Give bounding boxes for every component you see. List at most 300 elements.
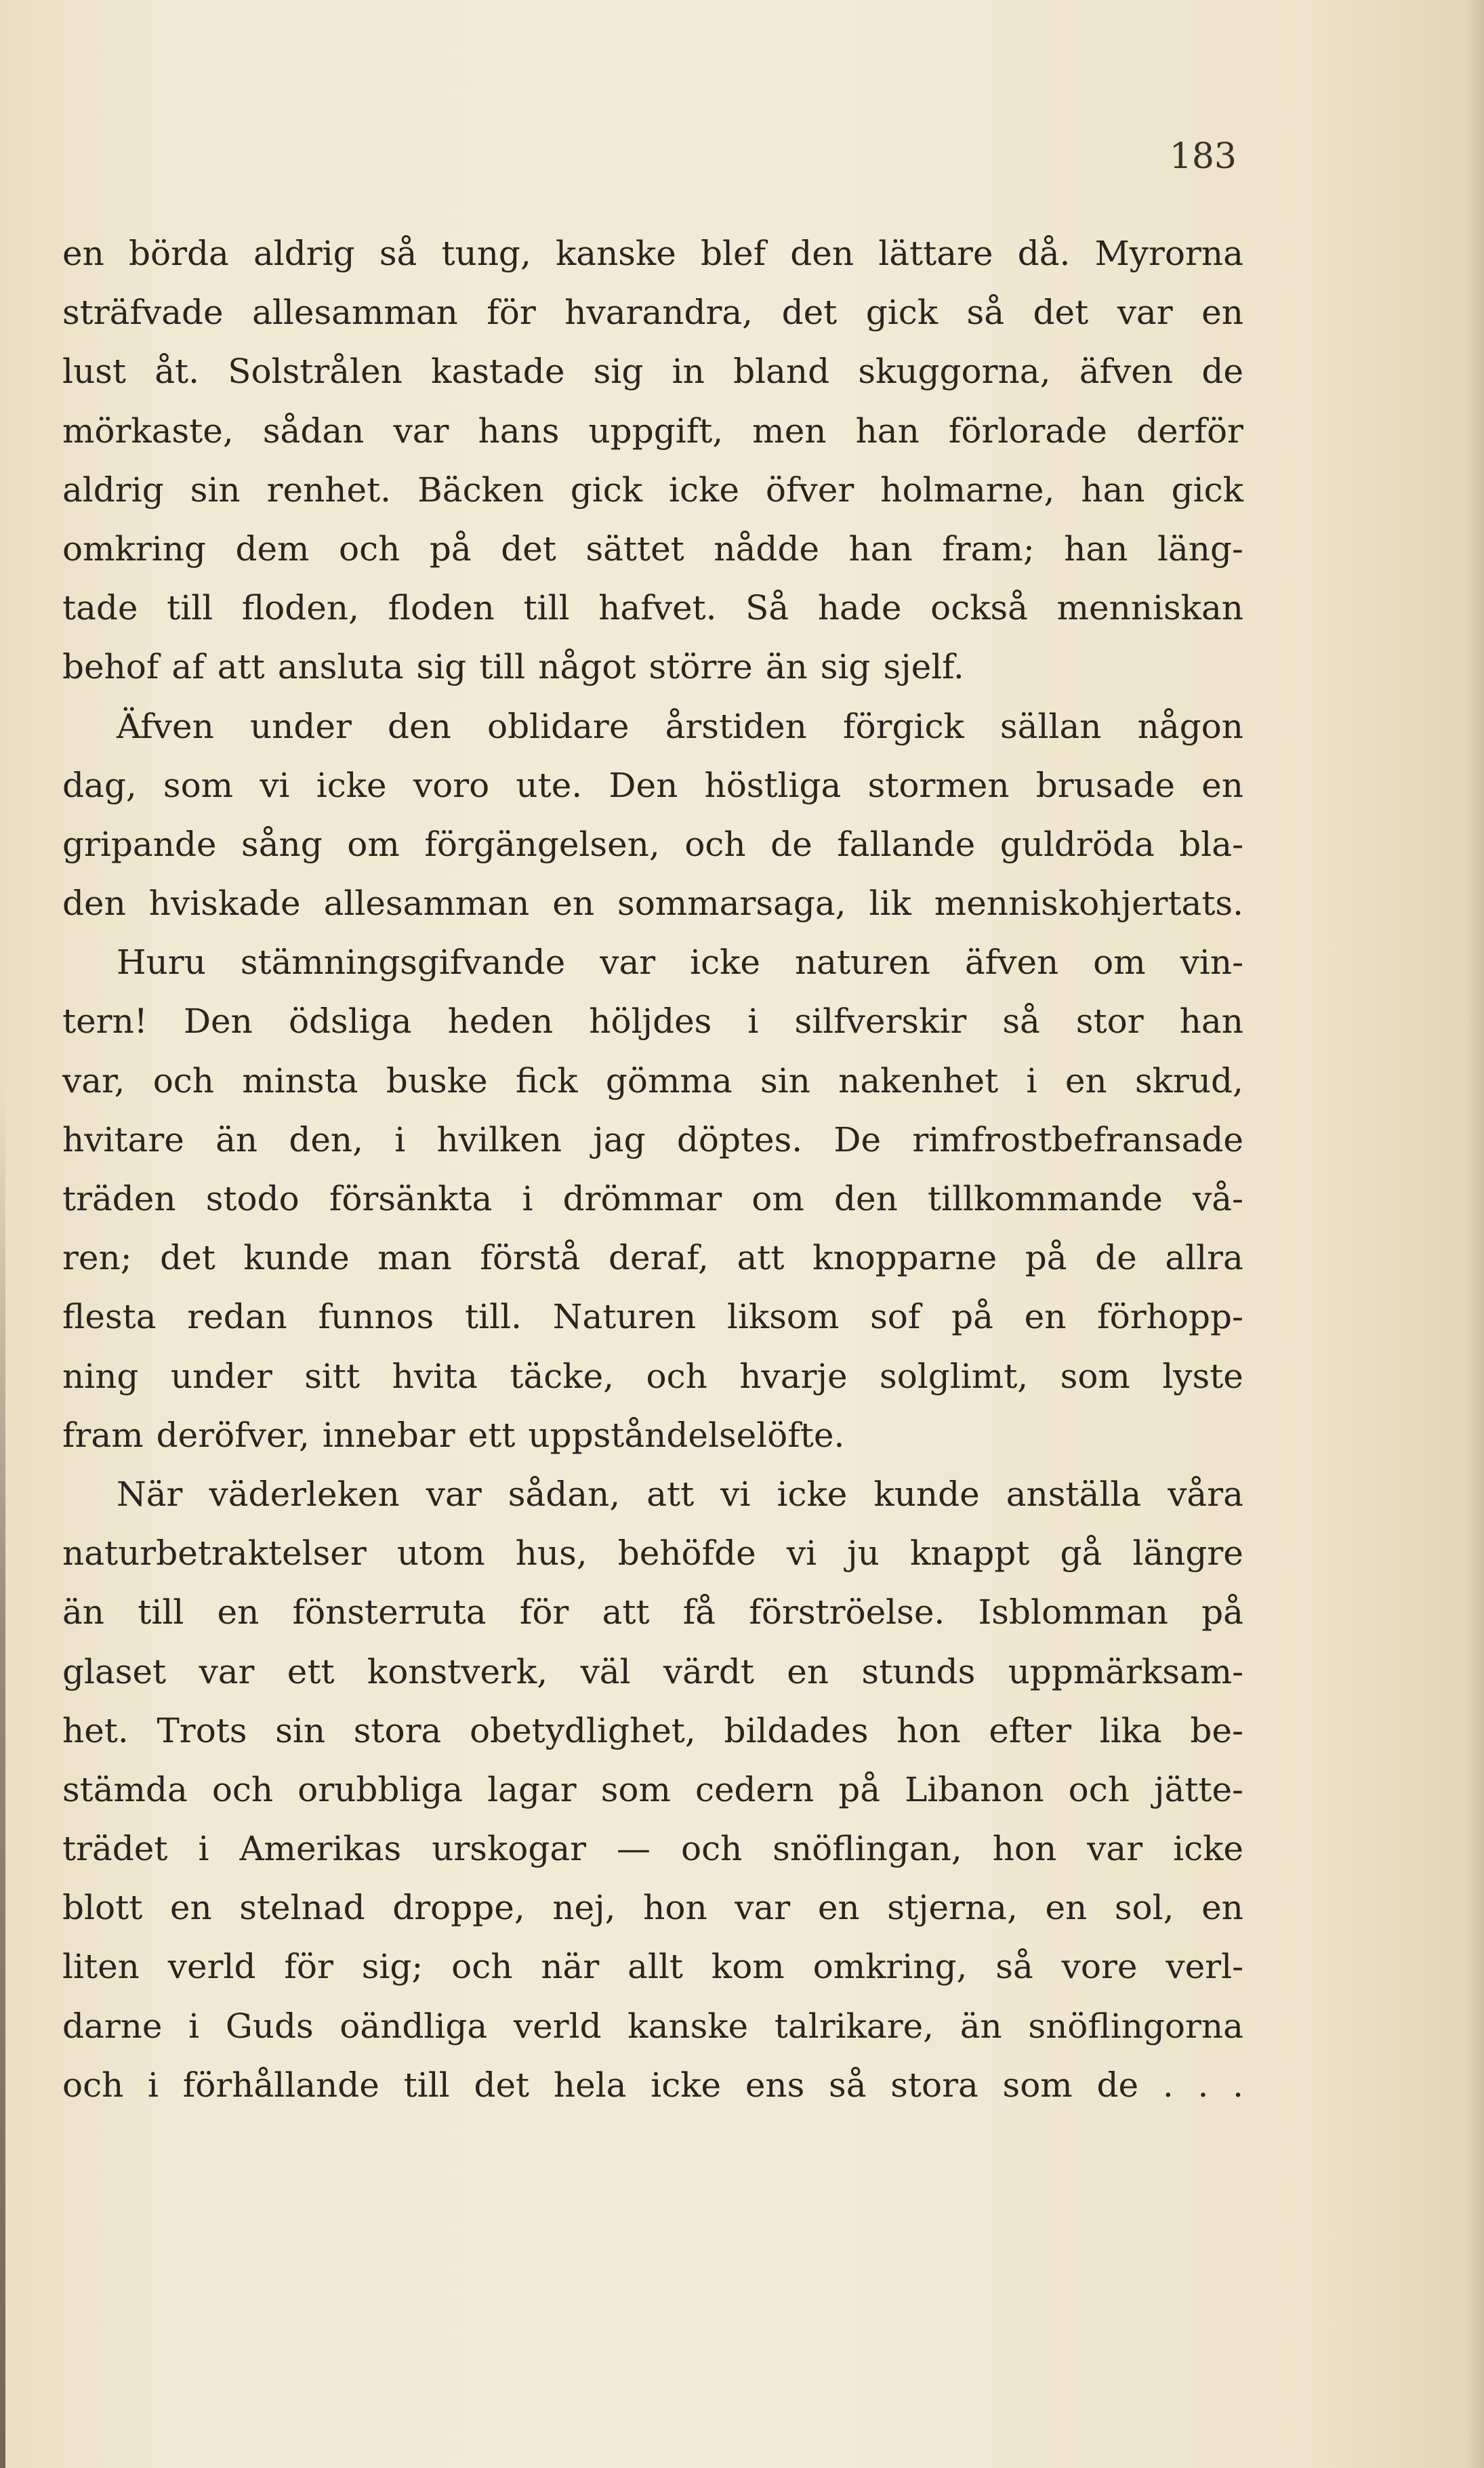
word: stodo	[205, 1179, 300, 1218]
word: då.	[1017, 234, 1071, 273]
word: en	[1045, 1888, 1088, 1928]
page-number: 183	[1169, 136, 1237, 177]
word: be-	[1190, 1710, 1243, 1750]
word: redan	[187, 1297, 287, 1337]
word: träden	[62, 1179, 176, 1218]
word: stämda	[62, 1769, 188, 1809]
word: aldrig	[62, 470, 164, 510]
word: en	[169, 1888, 212, 1928]
word: allt	[627, 1947, 684, 1987]
word: behof	[62, 647, 159, 687]
word: som	[1060, 1356, 1130, 1396]
word: verld	[167, 1947, 256, 1987]
word: hade	[817, 588, 902, 628]
word: stämningsgifvande	[240, 943, 566, 983]
word: rimfrostbefransade	[912, 1119, 1243, 1159]
text-line	[62, 992, 1243, 1051]
word: uppgift,	[588, 411, 724, 451]
word: som	[163, 765, 234, 805]
word: icke	[777, 1474, 848, 1514]
word: omkring	[62, 529, 206, 569]
word: hon	[643, 1888, 707, 1928]
word: och	[152, 1061, 214, 1101]
word: sof	[870, 1297, 921, 1337]
word: en	[552, 884, 595, 924]
word: var	[393, 411, 449, 451]
word: derför	[1136, 411, 1243, 451]
word: en	[817, 1888, 860, 1928]
word: Solstrålen	[228, 352, 403, 392]
word: att	[737, 1238, 785, 1278]
word: silfverskir	[794, 1002, 967, 1042]
word: hon	[896, 1710, 961, 1750]
word: tade	[62, 588, 138, 628]
word: äfven	[964, 943, 1059, 983]
word: det	[474, 2065, 530, 2105]
word: orubbliga	[297, 1769, 463, 1809]
word: så	[995, 1947, 1033, 1987]
word: verl-	[1166, 1947, 1243, 1987]
word: åt.	[154, 352, 200, 392]
word: sin	[760, 1061, 810, 1101]
word: nakenhet	[838, 1061, 999, 1101]
text-line	[62, 933, 1243, 992]
word: vin-	[1180, 943, 1243, 983]
word: skrud,	[1134, 1061, 1243, 1101]
word: sig	[593, 352, 644, 392]
word: holmarne,	[880, 470, 1055, 510]
word: icke	[651, 2065, 722, 2105]
text-line	[62, 697, 1243, 756]
word: förhopp-	[1097, 1297, 1243, 1337]
word: in	[672, 352, 705, 392]
word: lättare	[878, 234, 993, 273]
word: det	[501, 529, 556, 569]
word: De	[833, 1119, 882, 1159]
word: hviskade	[148, 884, 301, 924]
word: Myrorna	[1094, 234, 1243, 273]
word: i	[1026, 1061, 1037, 1101]
word: knopparne	[812, 1238, 997, 1278]
text-line	[62, 1997, 1243, 2056]
word: på	[1025, 1238, 1067, 1278]
word: äfven	[1079, 352, 1174, 392]
word: som	[1002, 2065, 1073, 2105]
word: en	[1201, 1888, 1243, 1928]
word: han	[848, 529, 913, 569]
word: hon	[992, 1829, 1057, 1869]
text-line	[62, 224, 1243, 283]
word: var	[1117, 293, 1173, 333]
word: omkring,	[812, 1947, 968, 1987]
text-line	[62, 815, 1243, 874]
word: om	[751, 1179, 804, 1218]
word: sig	[820, 647, 871, 687]
word: de	[1201, 352, 1243, 392]
word: uppmärksam-	[1008, 1651, 1243, 1691]
word: hvilken	[436, 1119, 562, 1159]
word: större	[648, 647, 753, 687]
word: så	[1002, 1002, 1040, 1042]
word: väl	[580, 1651, 631, 1691]
word: utom	[396, 1534, 485, 1574]
word: het.	[62, 1710, 129, 1750]
word: floden,	[241, 588, 359, 628]
word: men	[752, 411, 827, 451]
word: Bäcken	[417, 470, 544, 510]
word: fick	[515, 1061, 578, 1101]
word: för	[487, 293, 536, 333]
word: flesta	[62, 1297, 157, 1337]
word: hans	[478, 411, 560, 451]
text-line	[62, 2056, 1243, 2115]
word: oändliga	[339, 2006, 488, 2046]
word: gick	[865, 293, 939, 333]
word: ödsliga	[288, 1002, 412, 1042]
word: hvitare	[62, 1119, 184, 1159]
word: stelnad	[239, 1888, 365, 1928]
word: obetydlighet,	[469, 1710, 696, 1750]
word: vå-	[1193, 1179, 1243, 1218]
word: sådan,	[508, 1474, 621, 1514]
word: en	[1065, 1061, 1107, 1101]
word: sträfvade	[62, 293, 224, 333]
word: än	[765, 647, 808, 687]
word: var	[426, 1474, 482, 1514]
word: naturen	[794, 943, 930, 983]
word: få	[682, 1592, 716, 1632]
word: stjerna,	[887, 1888, 1018, 1928]
word: den	[833, 1179, 898, 1218]
word: allesamman	[252, 293, 458, 333]
word: af	[171, 647, 205, 687]
word: så	[379, 234, 417, 273]
text-line	[62, 1229, 1243, 1288]
word: heden	[447, 1002, 554, 1042]
word: .	[1233, 2065, 1243, 2105]
word: förlorade	[948, 411, 1107, 451]
word: gick	[1171, 470, 1243, 510]
word: guldröda	[999, 824, 1155, 864]
word: om	[1093, 943, 1146, 983]
word: var	[1087, 1829, 1143, 1869]
word: solglimt,	[880, 1356, 1029, 1396]
word: deröfver,	[156, 1415, 310, 1455]
word: kanske	[556, 234, 676, 273]
text-line	[62, 1761, 1243, 1819]
word: lik	[869, 884, 911, 924]
word: liten	[62, 1947, 140, 1987]
word: än	[62, 1592, 105, 1632]
word: i	[394, 1119, 406, 1159]
word: icke	[316, 765, 387, 805]
word: den	[388, 706, 451, 746]
word: Guds	[225, 2006, 314, 2046]
word: lyste	[1162, 1356, 1243, 1396]
word: en	[1201, 765, 1243, 805]
word: darne	[62, 2006, 163, 2046]
text-line	[62, 1937, 1243, 1996]
word: Den	[183, 1002, 253, 1042]
word: ens	[745, 2065, 805, 2105]
word: ansluta	[277, 647, 404, 687]
word: blef	[701, 234, 766, 273]
word: på	[1201, 1592, 1243, 1632]
word: öfver	[765, 470, 854, 510]
word: anställa	[1006, 1474, 1142, 1514]
word: När	[117, 1474, 183, 1514]
word: en	[787, 1651, 829, 1691]
word: sättet	[585, 529, 684, 569]
word: ren;	[62, 1238, 132, 1278]
word: ett	[468, 1415, 516, 1455]
word: en	[62, 234, 104, 273]
word: minsta	[242, 1061, 358, 1101]
text-line	[62, 1524, 1243, 1583]
word: och	[684, 824, 746, 864]
word: var,	[62, 1061, 125, 1101]
text-line	[62, 1170, 1243, 1229]
word: Den	[609, 765, 678, 805]
text-line	[62, 1288, 1243, 1346]
word: att	[646, 1474, 695, 1514]
word: årstiden	[665, 706, 807, 746]
word: till	[479, 647, 526, 687]
word: trädet	[62, 1829, 168, 1869]
text-line	[62, 1465, 1243, 1524]
word: uppståndelselöfte.	[528, 1415, 845, 1455]
word: sällan	[1000, 706, 1102, 746]
word: gripande	[62, 824, 217, 864]
word: en	[217, 1592, 260, 1632]
word: var	[199, 1651, 255, 1691]
word: liksom	[726, 1297, 840, 1337]
word: försänkta	[329, 1179, 493, 1218]
word: så	[966, 293, 1005, 333]
word: icke	[690, 943, 760, 983]
word: buske	[386, 1061, 488, 1101]
word: han	[1179, 1002, 1243, 1042]
word: och	[451, 1947, 513, 1987]
text-line	[62, 1347, 1243, 1406]
word: fram;	[942, 529, 1035, 569]
word: snöflingorna	[1028, 2006, 1243, 2046]
word: .	[1197, 2065, 1209, 2105]
word: i	[198, 1829, 209, 1869]
word: på	[838, 1769, 881, 1809]
word: förstå	[480, 1238, 581, 1278]
word: fönsterruta	[292, 1592, 487, 1632]
word: den	[790, 234, 854, 273]
word: sjelf.	[883, 647, 964, 687]
word: konstverk,	[367, 1651, 548, 1691]
word: den,	[289, 1119, 364, 1159]
word: i	[188, 2006, 200, 2046]
word: sin	[190, 470, 241, 510]
word: tung,	[441, 234, 531, 273]
word: Isblomman	[978, 1592, 1168, 1632]
word: jag	[593, 1119, 646, 1159]
word: att	[217, 647, 265, 687]
word: blott	[62, 1888, 143, 1928]
word: renhet.	[266, 470, 392, 510]
word: på	[429, 529, 472, 569]
word: hvarje	[739, 1356, 848, 1396]
word: våra	[1168, 1474, 1243, 1514]
body-text	[62, 224, 1243, 2115]
word: hela	[553, 2065, 627, 2105]
text-line	[62, 520, 1243, 579]
word: jätte-	[1153, 1769, 1243, 1809]
word: Amerikas	[239, 1829, 402, 1869]
word: att	[602, 1592, 650, 1632]
word: den	[62, 884, 126, 924]
word: sig;	[361, 1947, 424, 1987]
word: väderleken	[209, 1474, 400, 1514]
text-line	[62, 1702, 1243, 1761]
word: nådde	[714, 529, 819, 569]
word: de	[1095, 1238, 1137, 1278]
word: och	[211, 1769, 274, 1809]
word: och	[1068, 1769, 1130, 1809]
word: sin	[275, 1710, 326, 1750]
word: än	[960, 2006, 1002, 2046]
word: —	[617, 1829, 651, 1869]
word: bla-	[1179, 824, 1243, 864]
word: på	[951, 1297, 993, 1337]
word: och	[646, 1356, 707, 1396]
word: menniskan	[1056, 588, 1243, 628]
word: tern!	[62, 1002, 148, 1042]
word: det	[160, 1238, 215, 1278]
word: glaset	[62, 1651, 167, 1691]
word: urskogar	[432, 1829, 587, 1869]
word: också	[930, 588, 1028, 628]
word: ett	[287, 1651, 335, 1691]
word: var	[600, 943, 656, 983]
word: han	[1081, 470, 1145, 510]
word: om	[347, 824, 400, 864]
word: något	[538, 647, 636, 687]
word: hvarandra,	[564, 293, 754, 333]
word: vi	[720, 1474, 751, 1514]
word: hvita	[392, 1356, 478, 1396]
word: vore	[1061, 1947, 1138, 1987]
word: under	[170, 1356, 272, 1396]
word: dag,	[62, 765, 137, 805]
text-line	[62, 1406, 1243, 1465]
word: ute.	[516, 765, 583, 805]
word: i	[747, 1002, 759, 1042]
word: så	[829, 2065, 867, 2105]
word: till	[403, 2065, 450, 2105]
word: Naturen	[552, 1297, 697, 1337]
text-line	[62, 402, 1243, 461]
page-left-edge	[0, 1084, 5, 2468]
text-line	[62, 1111, 1243, 1170]
word: sol,	[1114, 1888, 1174, 1928]
word: höstliga	[704, 765, 842, 805]
word: allesamman	[323, 884, 530, 924]
word: behöfde	[617, 1534, 756, 1574]
word: han	[1064, 529, 1128, 569]
word: snöflingan,	[772, 1829, 962, 1869]
word: för	[284, 1947, 333, 1987]
word: cedern	[695, 1769, 815, 1809]
text-line	[62, 1878, 1243, 1937]
word: han	[855, 411, 920, 451]
word: kastade	[431, 352, 565, 392]
word: till	[523, 588, 570, 628]
word: stora	[890, 2065, 978, 2105]
word: icke	[669, 470, 739, 510]
word: icke	[1173, 1829, 1243, 1869]
word: stunds	[861, 1651, 976, 1691]
page-binding-shadow	[1466, 0, 1484, 2468]
text-line	[62, 1052, 1243, 1111]
text-line	[62, 342, 1243, 401]
word: än	[215, 1119, 258, 1159]
text-line	[62, 1819, 1243, 1878]
word: fallande	[837, 824, 976, 864]
word: förhållande	[182, 2065, 379, 2105]
word: som	[600, 1769, 671, 1809]
word: funnos	[318, 1297, 434, 1337]
word: droppe,	[392, 1888, 525, 1928]
word: någon	[1137, 706, 1243, 746]
word: kunde	[873, 1474, 980, 1514]
word: lust	[62, 352, 126, 392]
word: sommarsaga,	[617, 884, 846, 924]
word: floden	[388, 588, 495, 628]
word: gå	[1060, 1534, 1102, 1574]
word: kunde	[243, 1238, 350, 1278]
word: gick	[570, 470, 643, 510]
word: vi	[786, 1534, 817, 1574]
word: Huru	[117, 943, 206, 983]
word: var	[735, 1888, 791, 1928]
word: ju	[847, 1534, 880, 1574]
word: en	[1024, 1297, 1067, 1337]
word: bildades	[724, 1710, 869, 1750]
word: fram	[62, 1415, 144, 1455]
word: drömmar	[562, 1179, 722, 1218]
word: i	[148, 2065, 159, 2105]
word: förgick	[843, 706, 964, 746]
text-line	[62, 1643, 1243, 1702]
word: allra	[1165, 1238, 1243, 1278]
word: talrikare,	[774, 2006, 934, 2046]
word: Libanon	[905, 1769, 1044, 1809]
word: oblidare	[487, 706, 630, 746]
word: stormen	[867, 765, 1010, 805]
word: det	[1033, 293, 1089, 333]
word: i	[522, 1179, 533, 1218]
word: förströelse.	[749, 1592, 945, 1632]
word: täcke,	[510, 1356, 615, 1396]
word: Äfven	[117, 706, 214, 746]
word: lika	[1099, 1710, 1162, 1750]
word: det	[781, 293, 838, 333]
word: höljdes	[589, 1002, 712, 1042]
word: gömma	[605, 1061, 733, 1101]
word: döptes.	[676, 1119, 803, 1159]
word: naturbetraktelser	[62, 1534, 367, 1574]
word: aldrig	[253, 234, 355, 273]
word: till	[138, 1592, 184, 1632]
word: de	[1096, 2065, 1139, 2105]
word: läng-	[1157, 529, 1243, 569]
